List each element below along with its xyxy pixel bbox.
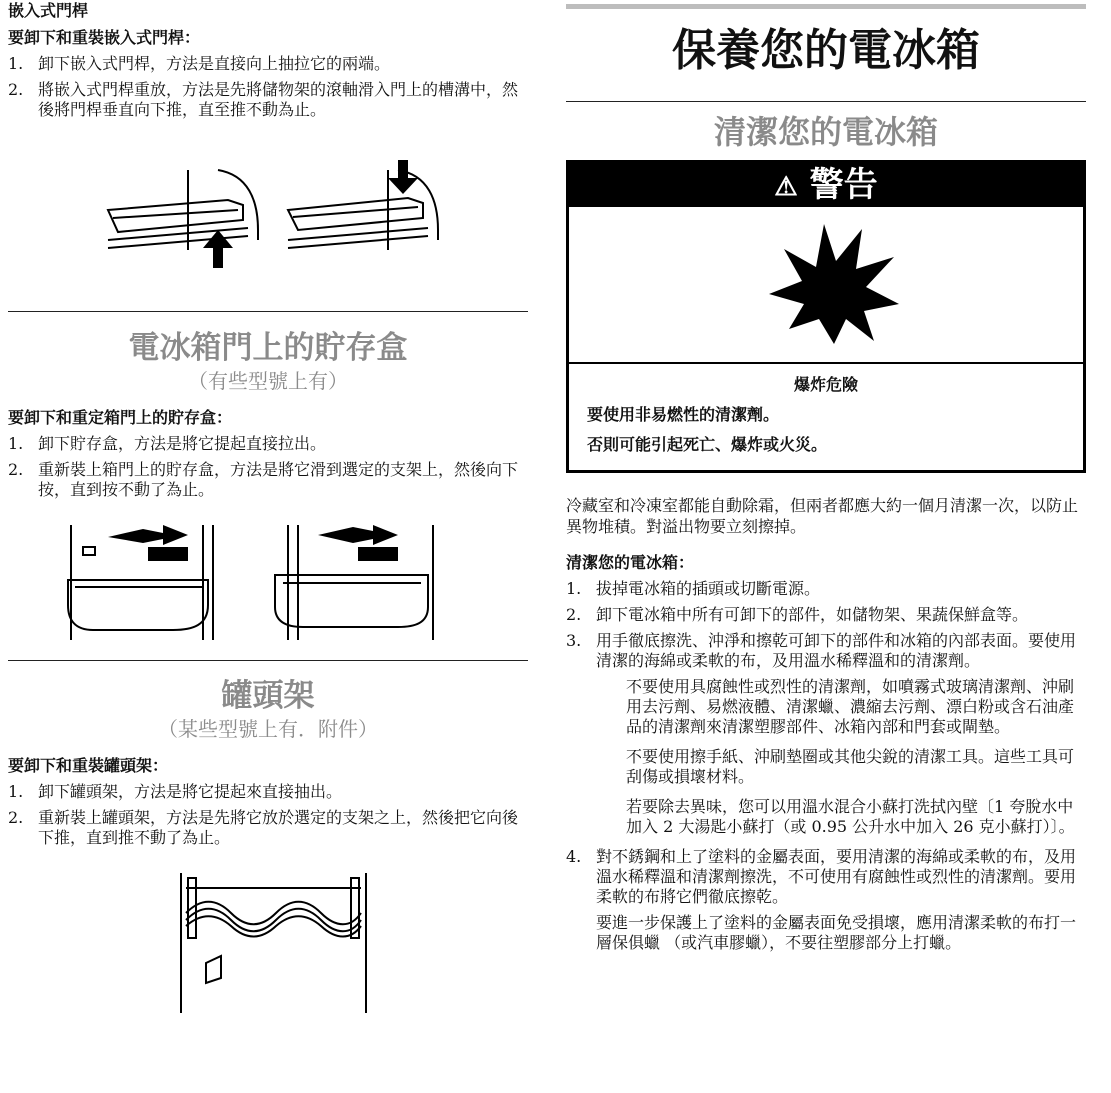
warning-text bbox=[569, 364, 1083, 470]
bins-subheading: 要卸下和重定箱門上的貯存盒： bbox=[8, 408, 233, 427]
cleaning-step-4: 4. 對不銹鋼和上了塗料的金屬表面，要用清潔的海綿或柔軟的布，及用溫水稀釋溫和清潔劑擦洗，不可使用有腐蝕性或烈性的清潔劑。要用柔軟的布將它們徹底擦乾。 bbox=[566, 847, 1077, 906]
bins-step-2: 2. 重新裝上箱門上的貯存盒，方法是將它滑到選定的支架上，然後向下按，直到按不動了為止。 bbox=[8, 460, 519, 499]
main-title: 保養您的電冰箱 bbox=[672, 25, 980, 76]
bins-subtitle: （有些型號上有） bbox=[188, 369, 348, 393]
section-divider-2 bbox=[8, 660, 528, 661]
cleaning-step-3: 3. 用手徹底擦洗、沖淨和擦乾可卸下的部件和冰箱的內部表面。要使用清潔的海綿或柔軟的布，及用溫水稀釋溫和的清潔劑。 bbox=[566, 631, 1077, 670]
cleaning-note-1: 不要使用具腐蝕性或烈性的清潔劑，如噴霧式玻璃清潔劑、沖刷用去污劑、易燃液體、清潔蠟、濃縮去污劑、漂白粉或含石油產品的清潔劑來清潔塑膠部件、冰箱內部和門套或閘墊。 bbox=[626, 677, 1075, 736]
can-rack-illustration bbox=[176, 868, 376, 1018]
warning-box bbox=[566, 160, 1086, 473]
cleaning-step-1: 1. 拔掉電冰箱的插頭或切斷電源。 bbox=[566, 579, 821, 598]
warning-label: 警告 bbox=[809, 165, 878, 205]
top-bar bbox=[566, 4, 1086, 9]
molding-section bbox=[8, 0, 528, 126]
cleaning-step-4-note: 要進一步保護上了塗料的金屬表面免受損壞，應用清潔柔軟的布打一層保俱蠟 （或汽車膠蠟），不要往塑膠部分上打蠟。 bbox=[596, 913, 1077, 952]
can-rack-step-1: 1. 卸下罐頭架，方法是將它提起來直接抽出。 bbox=[8, 782, 343, 801]
explosion-icon bbox=[764, 219, 904, 349]
bins-step-1: 1. 卸下貯存盒，方法是將它提起直接拉出。 bbox=[8, 434, 327, 453]
molding-heading: 嵌入式門桿 bbox=[8, 1, 89, 20]
warning-line-2: 否則可能引起死亡、爆炸或火災。 bbox=[587, 435, 828, 454]
right-column bbox=[566, 0, 1086, 953]
cleaning-subheading: 清潔您的電冰箱： bbox=[566, 553, 695, 572]
molding-step-2: 2. 將嵌入式門桿重放，方法是先將儲物架的滾軸滑入門上的槽溝中，然後將門桿垂直向下推，直至推不動為止。 bbox=[8, 80, 519, 119]
title-rule bbox=[566, 101, 1086, 102]
molding-step-1: 1. 卸下嵌入式門桿，方法是直接向上抽拉它的兩端。 bbox=[8, 54, 391, 73]
warning-line-1: 要使用非易燃性的清潔劑。 bbox=[587, 405, 780, 424]
cleaning-step-2: 2. 卸下電冰箱中所有可卸下的部件，如儲物架、果蔬保鮮盒等。 bbox=[566, 605, 1029, 624]
intro-paragraph: 冷藏室和冷凍室都能自動除霜，但兩者都應大約一個月清潔一次，以防止異物堆積。對溢出物要立刻擦掉。 bbox=[566, 496, 1079, 536]
section-title: 清潔您的電冰箱 bbox=[713, 113, 938, 151]
left-arrow-icon bbox=[108, 525, 188, 545]
warning-hazard: 爆炸危險 bbox=[793, 375, 858, 394]
cleaning-note-2: 不要使用擦手紙、沖刷墊圈或其他尖銳的清潔工具。這些工具可刮傷或損壞材料。 bbox=[626, 747, 1075, 786]
molding-subheading: 要卸下和重裝嵌入式門桿： bbox=[8, 28, 201, 47]
can-rack-step-2: 2. 重新裝上罐頭架，方法是先將它放於選定的支架之上，然後把它向後下推，直到推不動了為止。 bbox=[8, 808, 519, 847]
cleaning-note-3: 若要除去異味，您可以用溫水混合小蘇打洗拭內壁〔1 夸脫水中加入 2 大湯匙小蘇打（或 0.95 公升水中加入 26 克小蘇打）〕。 bbox=[626, 797, 1075, 836]
warning-triangle-icon: ⚠ bbox=[774, 172, 798, 202]
bins-title: 電冰箱門上的貯存盒 bbox=[128, 330, 408, 366]
bins-illustration bbox=[63, 525, 453, 645]
can-rack-section bbox=[8, 676, 528, 854]
can-rack-subtitle: （某些型號上有．附件） bbox=[158, 717, 378, 741]
down-arrow-icon bbox=[388, 160, 418, 194]
molding-illustration bbox=[98, 160, 448, 280]
section-divider bbox=[8, 311, 528, 312]
left-arrow-icon-2 bbox=[318, 525, 398, 545]
bins-section bbox=[8, 328, 528, 506]
warning-header bbox=[569, 163, 1083, 207]
can-rack-title: 罐頭架 bbox=[221, 678, 315, 714]
can-rack-subheading: 要卸下和重裝罐頭架： bbox=[8, 756, 169, 775]
warning-pictogram bbox=[569, 207, 1083, 364]
up-arrow-icon bbox=[203, 230, 233, 268]
